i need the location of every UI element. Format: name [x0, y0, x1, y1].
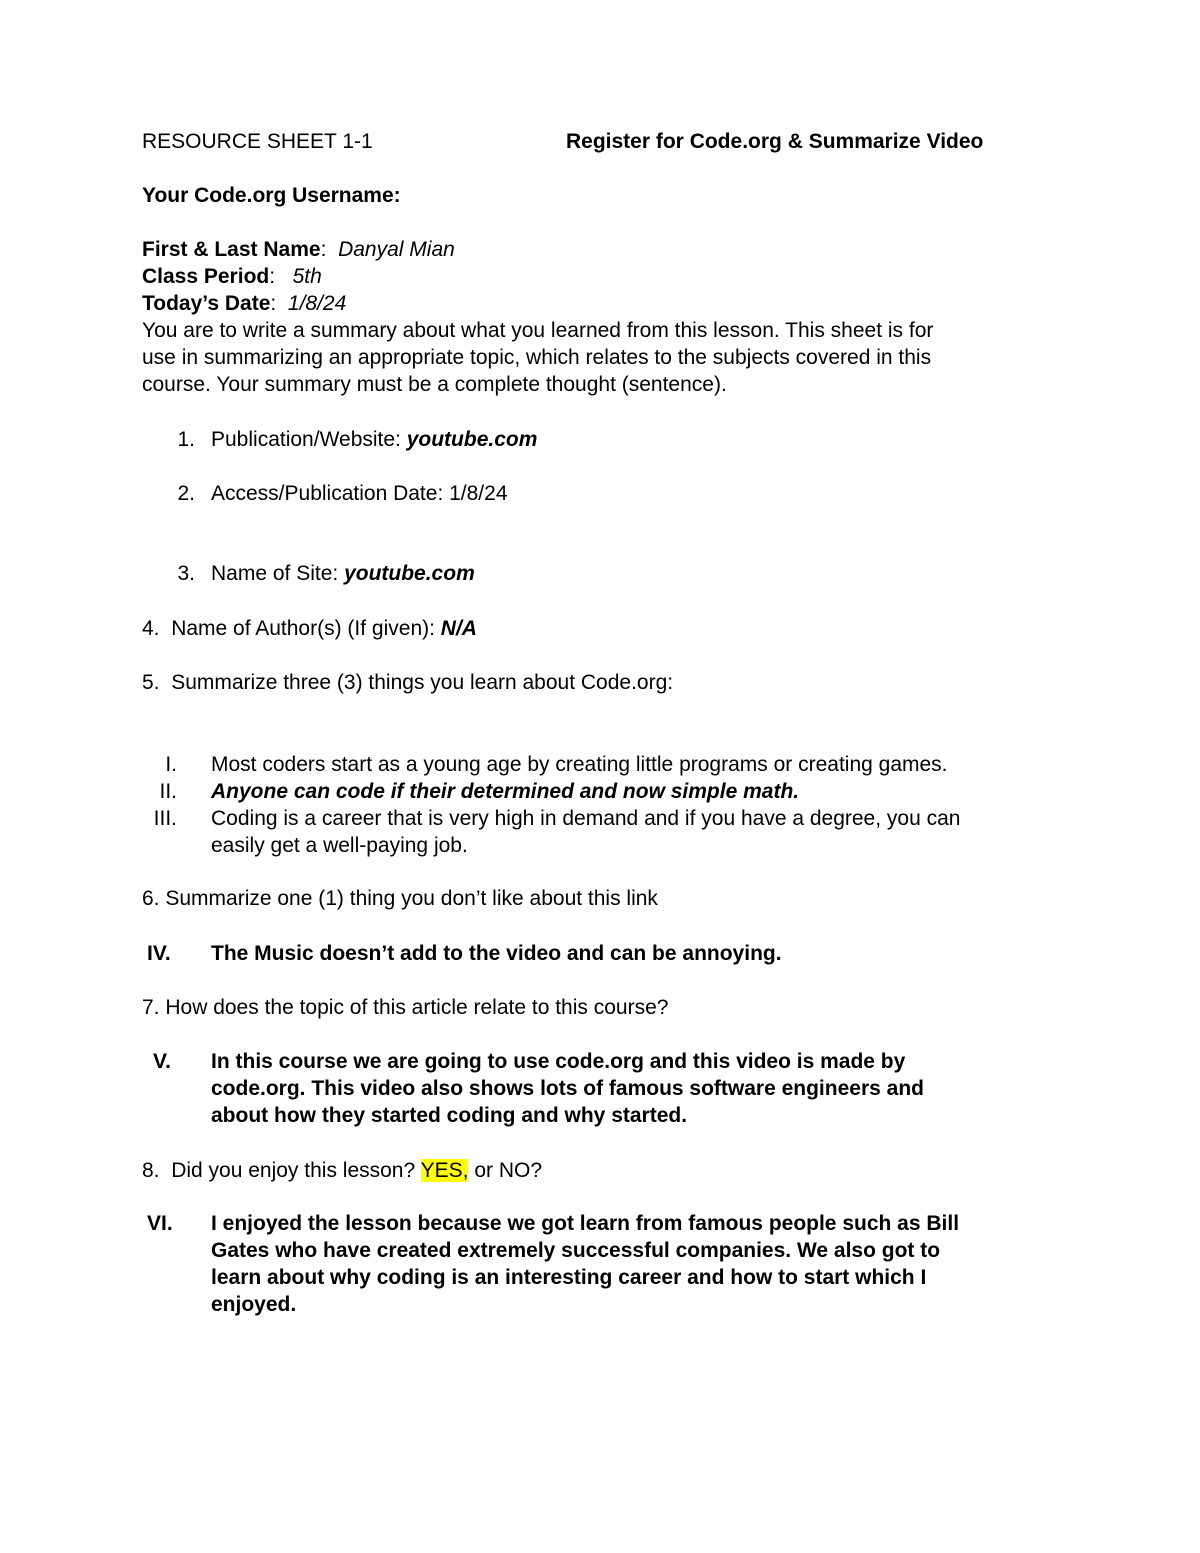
- answer-v-numeral: V.: [153, 1050, 171, 1073]
- sheet-title: RESOURCE SHEET 1-1: [142, 130, 373, 153]
- answer-iii-numeral: III.: [153, 807, 177, 830]
- date-colon: :: [270, 292, 288, 315]
- answer-iii-line: easily get a well-paying job.: [211, 834, 468, 857]
- period-label: Class Period: [142, 265, 270, 288]
- q3-number: 3.: [177, 562, 195, 585]
- q8-label-post: or NO?: [468, 1159, 543, 1182]
- q8-highlighted-answer: YES,: [420, 1159, 469, 1182]
- q6-label: 6. Summarize one (1) thing you don’t like about this link: [142, 887, 658, 910]
- q1-number: 1.: [177, 428, 195, 451]
- answer-v-line: about how they started coding and why started.: [211, 1104, 688, 1127]
- q1-answer: youtube.com: [406, 428, 538, 451]
- name-value: Danyal Mian: [338, 238, 455, 261]
- answer-iv-numeral: IV.: [147, 942, 171, 965]
- q3-answer: youtube.com: [344, 562, 475, 585]
- q7-label: 7. How does the topic of this article relate to this course?: [142, 996, 669, 1019]
- answer-v-line: In this course we are going to use code.org and this video is made by: [211, 1050, 906, 1073]
- q4: [142, 615, 477, 642]
- sheet-subtitle: Register for Code.org & Summarize Video: [566, 130, 984, 153]
- q3-label: Name of Site:: [211, 562, 345, 585]
- q2-number: 2.: [177, 482, 195, 505]
- answer-vi-line: enjoyed.: [211, 1293, 297, 1316]
- answer-vi-numeral: VI.: [147, 1212, 173, 1235]
- q8-number: 8.: [142, 1159, 160, 1182]
- q5: [142, 669, 673, 696]
- name-field: [142, 236, 455, 263]
- name-label: First & Last Name: [142, 238, 321, 261]
- period-value: 5th: [292, 265, 322, 288]
- answer-i-numeral: I.: [165, 753, 177, 776]
- q8: [142, 1157, 542, 1184]
- q3: [211, 560, 475, 587]
- q1: [211, 426, 537, 453]
- answer-iii-line: Coding is a career that is very high in demand and if you have a degree, you can: [211, 807, 961, 830]
- date-value: 1/8/24: [287, 292, 347, 315]
- answer-iv-text: The Music doesn’t add to the video and can be annoying.: [211, 942, 782, 965]
- answer-i-text: Most coders start as a young age by creating little programs or creating games.: [211, 753, 948, 776]
- q5-number: 5.: [142, 671, 160, 694]
- q4-answer: N/A: [440, 617, 477, 640]
- username-label: Your Code.org Username:: [142, 184, 401, 207]
- instructions-line: course. Your summary must be a complete thought (sentence).: [142, 373, 727, 396]
- instructions-line: You are to write a summary about what you learned from this lesson. This sheet is for: [142, 319, 934, 342]
- period-colon: :: [269, 265, 293, 288]
- answer-ii-numeral: II.: [159, 780, 177, 803]
- answer-vi-line: learn about why coding is an interesting career and how to start which I: [211, 1266, 927, 1289]
- q4-label: Name of Author(s) (If given):: [171, 617, 441, 640]
- q2-label: Access/Publication Date: 1/8/24: [211, 482, 508, 505]
- answer-v-line: code.org. This video also shows lots of famous software engineers and: [211, 1077, 924, 1100]
- name-colon: :: [320, 238, 339, 261]
- q8-label: Did you enjoy this lesson?: [171, 1159, 421, 1182]
- q1-label: Publication/Website:: [211, 428, 407, 451]
- q5-label: Summarize three (3) things you learn about Code.org:: [171, 671, 674, 694]
- instructions-line: use in summarizing an appropriate topic, which relates to the subjects covered in this: [142, 346, 932, 369]
- answer-ii-text: Anyone can code if their determined and now simple math.: [211, 780, 800, 803]
- answer-vi-line: Gates who have created extremely successful companies. We also got to: [211, 1239, 941, 1262]
- date-field: [142, 290, 346, 317]
- period-field: [142, 263, 322, 290]
- answer-vi-line: I enjoyed the lesson because we got learn from famous people such as Bill: [211, 1212, 960, 1235]
- date-label: Today’s Date: [142, 292, 271, 315]
- q4-number: 4.: [142, 617, 160, 640]
